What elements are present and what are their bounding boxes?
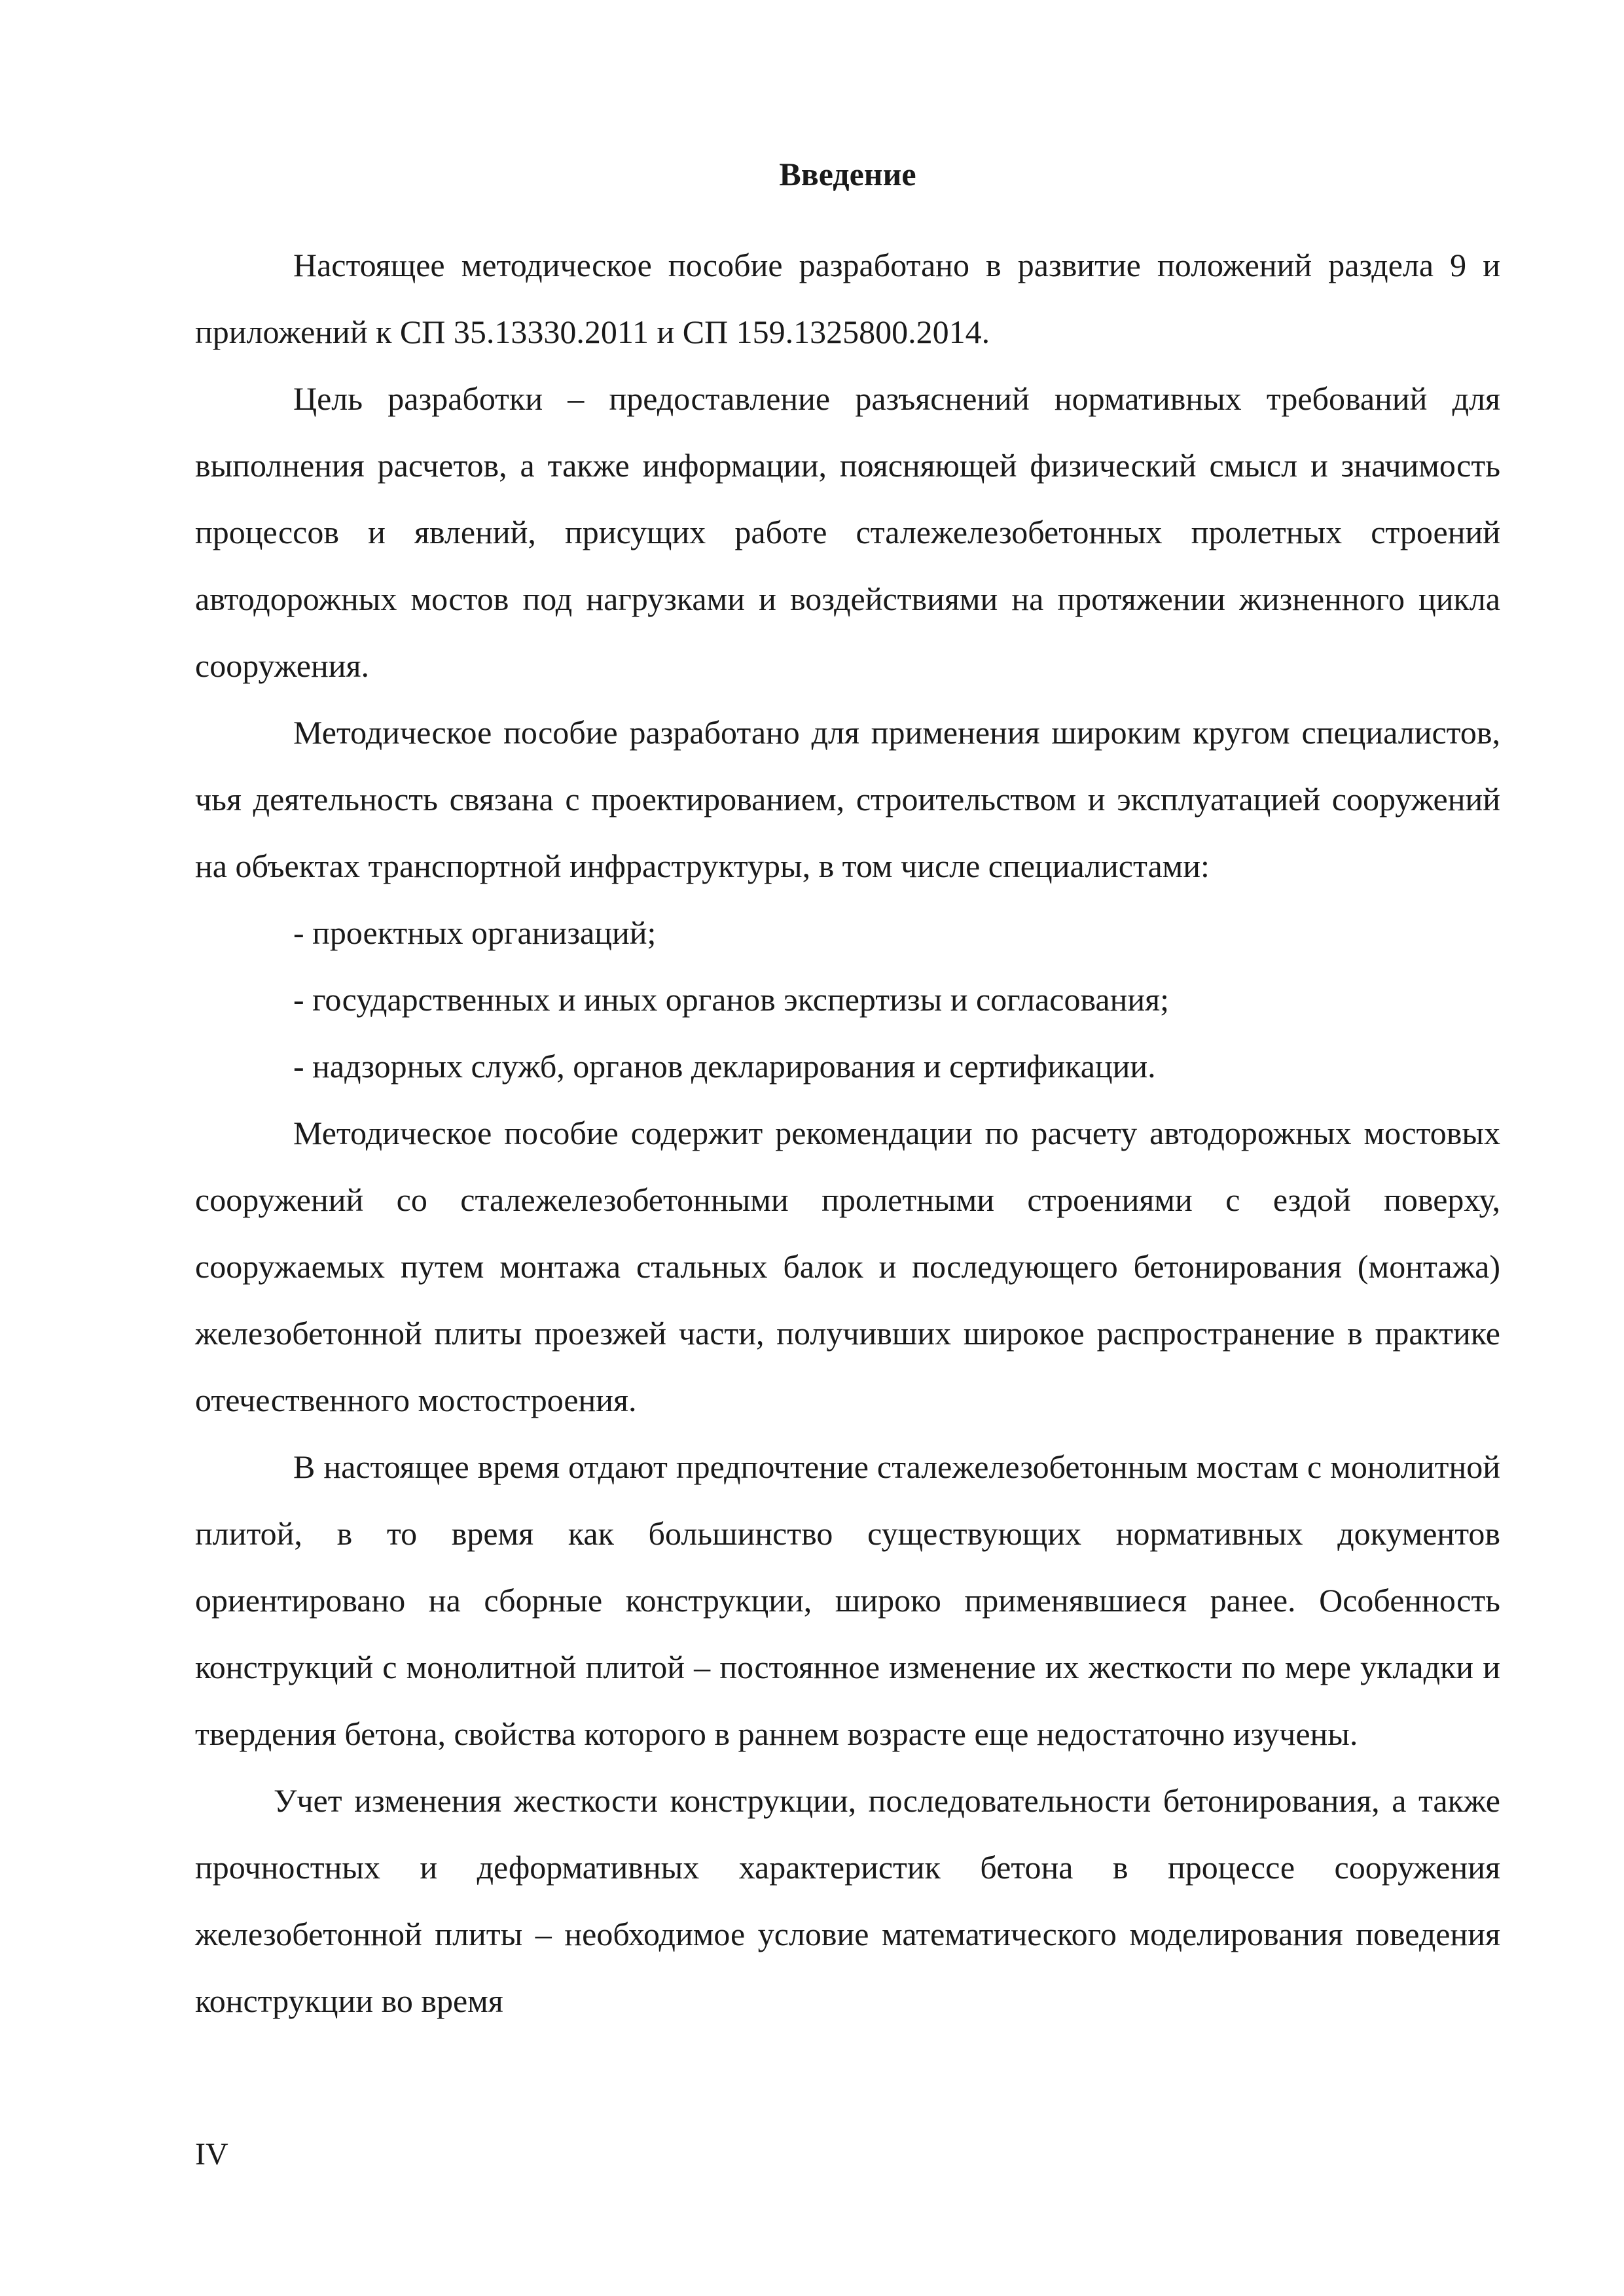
paragraph-monolithic: В настоящее время отдают предпочтение сталежелезобетонным мостам с монолитной плитой, в то время как большинство существующих нормативных документов ориентировано на сборные конструкции, широко применявшиеся ранее. Особенность конструкций с монолитной плитой – постоянное изменение их жесткости по мере укладки и твердения бетона, свойства которого в раннем возрасте еще недостаточно изучены. <box>195 1448 1500 1752</box>
list-item: - проектных организаций; <box>293 914 657 951</box>
page-number: IV <box>195 2137 228 2172</box>
document-page <box>195 154 1500 2034</box>
paragraph-stiffness: Учет изменения жесткости конструкции, последовательности бетонирования, а также прочностных и деформативных характеристик бетона в процессе сооружения железобетонной плиты – необходимое условие математического моделирования поведения конструкции во время <box>195 1782 1500 2019</box>
paragraph-audience: Методическое пособие разработано для применения широким кругом специалистов, чья деятельность связана с проектированием, строительством и эксплуатацией сооружений на объектах транспортной инфраструктуры, в том числе специалистами: <box>195 714 1500 884</box>
list-item: - государственных и иных органов экспертизы и согласования; <box>293 981 1170 1018</box>
page-title: Введение <box>779 156 916 192</box>
paragraph-goal: Цель разработки – предоставление разъяснений нормативных требований для выполнения расчетов, а также информации, поясняющей физический смысл и значимость процессов и явлений, присущих работе сталежелезобетонных пролетных строений автодорожных мостов под нагрузками и воздействиями на протяжении жизненного цикла сооружения. <box>195 380 1500 684</box>
paragraph-purpose: Настоящее методическое пособие разработано в развитие положений раздела 9 и приложений к СП 35.13330.2011 и СП 159.1325800.2014. <box>195 247 1500 350</box>
list-item: - надзорных служб, органов декларирования и сертификации. <box>293 1048 1156 1085</box>
paragraph-recommendations: Методическое пособие содержит рекомендации по расчету автодорожных мостовых сооружений со сталежелезобетонными пролетными строениями с ездой поверху, сооружаемых путем монтажа стальных балок и последующего бетонирования (монтажа) железобетонной плиты проезжей части, получивших широкое распространение в практике отечественного мостостроения. <box>195 1115 1500 1418</box>
